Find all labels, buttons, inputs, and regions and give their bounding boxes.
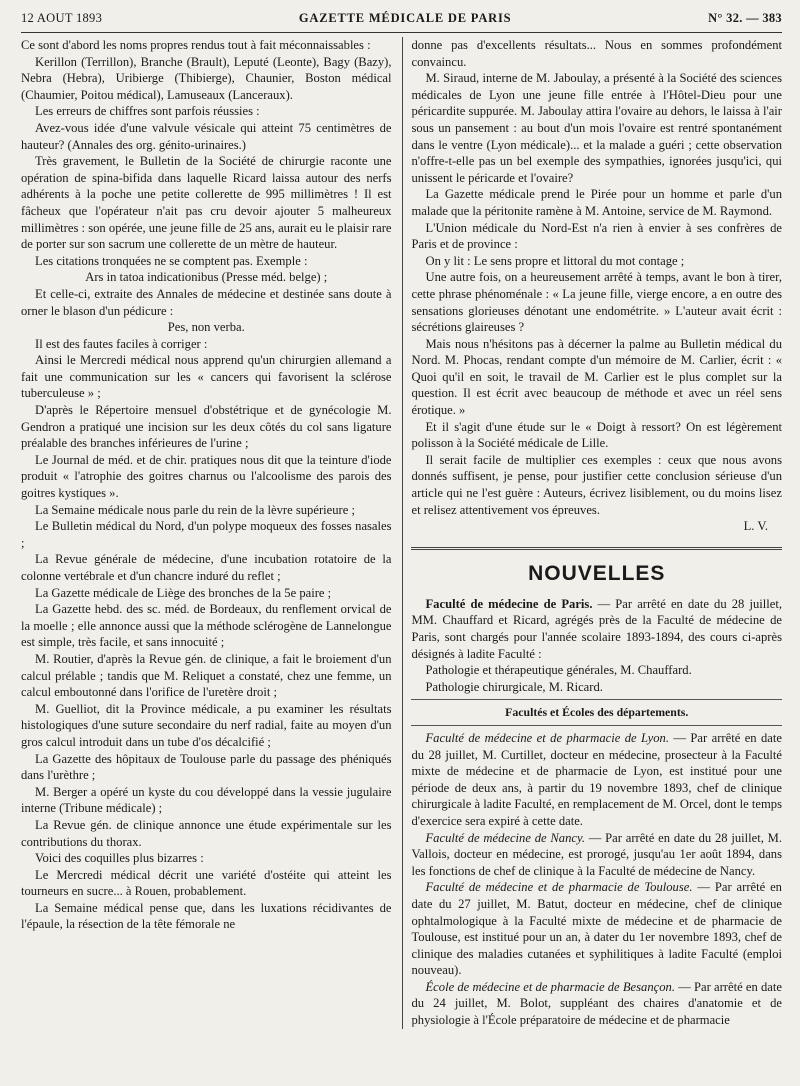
paragraph: Il est des fautes faciles à corriger : [35,336,208,351]
page-number: N° 32. — 383 [708,11,782,25]
quotation: Ars in tatoa indicationibus (Presse méd. belge) ; [85,270,328,285]
paragraph: Les erreurs de chiffres sont parfois réussies : [35,104,260,119]
paragraph: donne pas d'excellents résultats... Nous en sommes profondément convaincu. [411,38,782,69]
left-column [21,37,392,1029]
news-item-text: — Par arrêté en date du 24 juillet, M. Bolot, suppléant des chaires d'anatomie et de physiologie à l'École préparatoire de médecine et de pharmacie [411,979,782,1028]
paragraph: Très gravement, le Bulletin de la Société de chirurgie raconte une opération de spina-bifida dans laquelle Ricard laissa autour des nerfs adhérents à la poche une petite collerette de 995 millimètres ! Il est fâcheux que l'opérateur n'ait pas cru devoir ajouter 5 malheureux millimètres : son opérée, une jeune fille de 25 ans, aurait eu le plaisir rare de porter sur son sacrum une collerette de un mètre de hauteur. [21,154,392,252]
course-line: Pathologie chirurgicale, M. Ricard. [425,679,603,694]
paragraph: D'après le Répertoire mensuel d'obstétrique et de gynécologie M. Gendron a pratiqué une incision sur les deux côtés du col sans ligature préalable des branches inférieures de l'urine ; [21,403,392,451]
news-item-heading: École de médecine et de pharmacie de Besançon. [425,979,675,994]
paragraph: M. Guelliot, dit la Province médicale, a pu examiner les résultats histologiques d'une suture secondaire du nerf radial, faite au moyen d'un gros calcul introduit dans un tube d'os décalcifié ; [21,701,392,749]
news-item [411,730,782,830]
news-heading: NOUVELLES [528,561,666,585]
issue-date: 12 AOUT 1893 [21,11,103,25]
paragraph: La Gazette hebd. des sc. méd. de Bordeaux, du renflement orvical de la moelle ; elle annonce aussi que la méthode sclérogène de Lannelongue est simple, très facile, et sans innocuité ; [21,602,392,650]
section-separator [411,547,782,550]
paragraph: On y lit : Le sens propre et littoral du mot contage ; [425,253,685,268]
paragraph: La Semaine médical pense que, dans les luxations récidivantes de l'épaule, la résection de la tête fémorale ne [21,900,392,932]
paragraph: M. Berger a opéré un kyste du cou développé dans la vessie jugulaire interne (Tribune médicale) ; [21,784,392,816]
news-item-text: — Par arrêté en date du 27 juillet, M. Batut, docteur en médecine, chef de clinique ophtalmologique à la Faculté mixte de médecine et de pharmacie de Toulouse, est institué pour un an, à dater du 1er novembre 1893, chef de clinique des maladies cutanées et syphilitiques à ladite Faculté (emploi nouveau). [411,880,782,978]
text-columns [21,37,782,1029]
news-subheading: Facultés et Écoles des départements. [505,705,689,720]
paragraph: Le Bulletin médical du Nord, d'un polype moqueux des fosses nasales ; [21,519,392,550]
news-item-text: — Par arrêté en date du 28 juillet, MM. Chauffard et Ricard, agrégés près de la Faculté de médecine de Paris, sont chargés pour l'année scolaire 1893-1894, des cours ci-après désignés à ladite Faculté : [411,596,782,661]
paragraph: Ainsi le Mercredi médical nous apprend qu'un chirurgien allemand a fait une communication sur les « cancers qui favorisent la sclérose tuberculeuse » ; [21,353,392,401]
news-item [411,879,782,979]
paragraph: M. Siraud, interne de M. Jaboulay, a présenté à la Société des sciences médicales de Lyon une jeune fille entrée à l'Hôtel-Dieu pour une péricardite suppurée. M. Jaboulay attira l'ovaire au dehors, le laissa à l'air sous un pansement : au bout d'un mois l'ovaire est rentré spontanément dans le ventre (Lyon médicale)... et la malade a guéri ; cette observation n'offre-t-elle pas un bel exemple des sympathies, ignorées jusqu'ici, qui unissent le péricarde et l'ovaire? [411,71,782,185]
course-line: Pathologie et thérapeutique générales, M. Chauffard. [425,663,692,678]
news-item-heading: Faculté de médecine de Paris. [425,596,593,611]
paragraph: Les citations tronquées ne se comptent pas. Exemple : [35,253,308,268]
journal-title: GAZETTE MÉDICALE DE PARIS [298,11,512,25]
paragraph: Kerillon (Terrillon), Branche (Brault), Leputé (Leonte), Bagy (Bazy), Nebra (Hebra), Uribierge (Thibierge), Chaunier, Boston médical (Chaumier, Poitou médical), Lamuseaux (Lanceraux). [21,54,392,102]
paragraph: La Semaine médicale nous parle du rein de la lèvre supérieure ; [35,502,355,517]
paragraph: La Gazette médicale prend le Pirée pour un homme et parle d'un malade que la péritonite ramène à M. Antoine, service de M. Raymond. [411,187,782,218]
paragraph: Et il s'agit d'une étude sur le « Doigt à ressort? On est légèrement polisson à la Société médicale de Lille. [411,419,782,451]
news-item-heading: Faculté de médecine de Nancy. [425,830,586,845]
page-header [21,10,782,33]
news-item-heading: Faculté de médecine et de pharmacie de Lyon. [425,730,669,745]
news-item-text: — Par arrêté en date du 28 juillet, M. Vallois, docteur en médecine, est prorogé, jusqu'au 1er août 1894, dans les fonctions de chef de clinique à la Faculté de médecine de Nancy. [411,830,782,878]
paragraph: Le Journal de méd. et de chir. pratiques nous dit que la teinture d'iode produit « l'atrophie des goitres charnus ou l'alcoolisme des parois des goitres kystiques ». [21,452,392,501]
paragraph: M. Routier, d'après la Revue gén. de clinique, a fait le broiement d'un calcul prélable ; tandis que M. Reliquet a constaté, chez une femme, un calcul emboutonné dans l'orifice de l'uretère droit ; [21,651,392,700]
quotation: Pes, non verba. [167,320,245,335]
news-item [411,596,782,662]
author-signature: L. V. [743,519,768,534]
paragraph: La Revue générale de médecine, d'une incubation rotatoire de la colonne vertébrale et d'un chancre induré du reflet ; [21,552,392,583]
paragraph: Et celle-ci, extraite des Annales de médecine et destinée sans doute à orner le blason d'un pédicure : [21,286,392,318]
divider [411,725,782,726]
right-column [411,37,782,1029]
paragraph: Une autre fois, on a heureusement arrêté à temps, avant le bon à tirer, cette phrase phénoménale : « La jeune fille, vierge encore, a en outre des sensations glorieuses dénotant une endométrite. » L'auteur avait écrit : sécrétions glaireuses ? [411,270,782,335]
paragraph: L'Union médicale du Nord-Est n'a rien à envier à ses confrères de Paris et de province : [411,220,782,252]
paragraph: La Revue gén. de clinique annonce une étude expérimentale sur les contributions du thorax. [21,817,392,849]
news-item-text: — Par arrêté en date du 28 juillet, M. Curtillet, docteur en médecine, prosecteur à la Faculté mixte de médecine et de pharmacie de Lyon, est institué pour une période de deux ans, à partir du 19 novembre 1893, chef de clinique chirurgicale à ladite Faculté, en remplacement de M. Orcel, dont le temps d'exercice sera expiré à cette date. [411,730,782,828]
column-divider [402,37,403,1029]
paragraph: La Gazette des hôpitaux de Toulouse parle du passage des phéniqués dans l'urèthre ; [21,751,392,783]
news-item-heading: Faculté de médecine et de pharmacie de Toulouse. [425,880,693,895]
paragraph: La Gazette médicale de Liège des bronches de la 5e paire ; [35,585,332,600]
divider [411,699,782,700]
news-item [411,979,782,1029]
paragraph: Mais nous n'hésitons pas à décerner la palme au Bulletin médical du Nord. M. Phocas, rendant compte d'un mémoire de M. Carlier, écrit : « Quoi qu'il en soit, le travail de M. Carlier est le plus complet sur la question. Il est écrit avec beaucoup de méthode et avec un réel sens érotique. » [411,336,782,418]
paragraph: Avez-vous idée d'une valvule vésicale qui atteint 75 centimètres de hauteur? (Annales des org. génito-urinaires.) [21,120,392,152]
news-item [411,830,782,880]
paragraph: Le Mercredi médical décrit une variété d'ostéite qui atteint les tourneurs en sucre... à Rouen, probablement. [21,867,392,899]
paragraph: Voici des coquilles plus bizarres : [35,851,204,866]
paragraph: Il serait facile de multiplier ces exemples : ceux que nous avons donnés suffisent, je pense, pour justifier cette conclusion sérieuse d'un article qui ne l'est guère : Auteurs, écrivez lisiblement, ou du moins lisez et relisez attentivement vos épreuves. [411,452,782,517]
paragraph: Ce sont d'abord les noms propres rendus tout à fait méconnaissables : [21,38,371,52]
